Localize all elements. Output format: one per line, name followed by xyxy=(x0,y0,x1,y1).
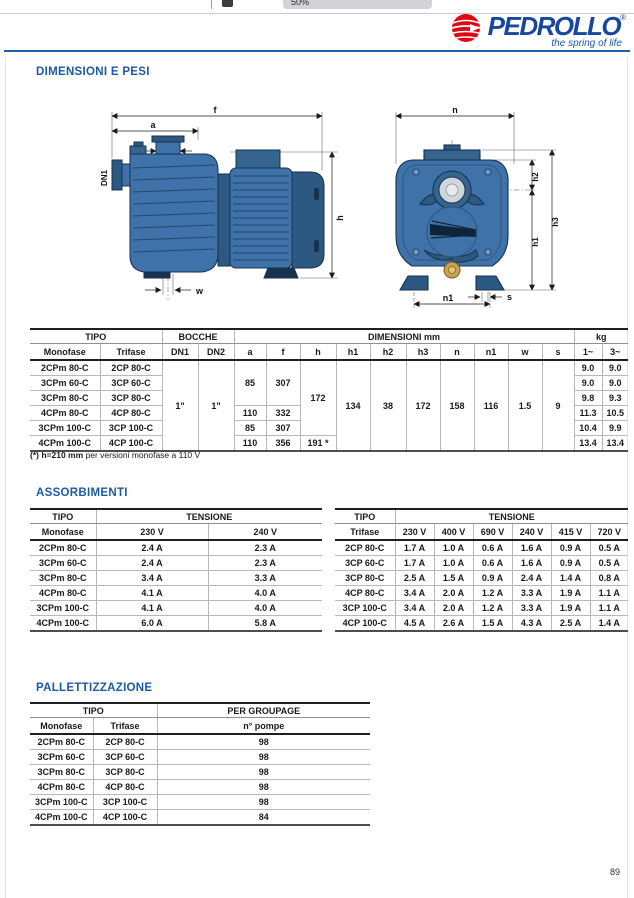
header-rule xyxy=(4,50,630,52)
cell: 1.7 A xyxy=(395,540,434,556)
cell: 2.4 A xyxy=(512,571,551,586)
cell: 10.5 xyxy=(602,406,628,421)
cell: 3.4 A xyxy=(96,571,208,586)
cell: 13.4 xyxy=(602,436,628,452)
table-row xyxy=(30,540,322,556)
cell: 4CPm 80-C xyxy=(30,780,93,795)
cell: 9.0 xyxy=(574,360,602,376)
zoom-level-box[interactable]: 50% xyxy=(283,0,432,9)
cell: 1.1 A xyxy=(590,586,628,601)
cell: Trifase xyxy=(335,524,395,541)
cell: 3CPm 80-C xyxy=(30,571,96,586)
dim-label-s: s xyxy=(507,292,513,302)
cell: TENSIONE xyxy=(96,509,322,524)
pedrollo-logo xyxy=(446,13,626,49)
cell: 9.3 xyxy=(602,391,628,406)
cell: DN2 xyxy=(198,344,234,361)
table-row xyxy=(335,601,628,616)
cell: 1.5 A xyxy=(473,616,512,632)
table-row xyxy=(30,360,628,376)
cell: 191 * xyxy=(300,436,336,452)
cell: 240 V xyxy=(208,524,322,541)
cell: 332 xyxy=(266,406,300,421)
cell: 98 xyxy=(157,765,370,780)
dim-label-n: n xyxy=(452,105,458,115)
cell: 98 xyxy=(157,750,370,765)
cell: f xyxy=(266,344,300,361)
cell: 4CP 100-C xyxy=(100,436,162,452)
cell: 9.0 xyxy=(602,376,628,391)
cell: 98 xyxy=(157,780,370,795)
cell: 172 xyxy=(300,360,336,436)
page-number: 89 xyxy=(609,867,620,877)
cell: n° pompe xyxy=(157,718,370,735)
cell: Monofase xyxy=(30,524,96,541)
cell: 3CP 100-C xyxy=(93,795,157,810)
cell: 11.3 xyxy=(574,406,602,421)
table-row xyxy=(30,734,370,750)
cell: DIMENSIONI mm xyxy=(234,329,574,344)
cell: 4CP 80-C xyxy=(335,586,395,601)
cell: 400 V xyxy=(434,524,473,541)
table-row xyxy=(30,765,370,780)
registered-mark: ® xyxy=(620,13,626,22)
cell: 690 V xyxy=(473,524,512,541)
cell: 4CPm 100-C xyxy=(30,616,96,632)
cell: 3~ xyxy=(602,344,628,361)
cell: TIPO xyxy=(30,329,162,344)
cell: 0.9 A xyxy=(551,540,590,556)
table-row xyxy=(30,344,628,361)
section-title-dimensioni: DIMENSIONI E PESI xyxy=(36,66,150,78)
cell: 2.3 A xyxy=(208,540,322,556)
cell: 110 xyxy=(234,406,266,421)
cell: h1 xyxy=(336,344,370,361)
brand-name: PEDROLLO xyxy=(487,11,621,41)
cell: 4CPm 100-C xyxy=(30,810,93,826)
cell: 3CP 80-C xyxy=(93,765,157,780)
cell: a xyxy=(234,344,266,361)
cell: 9.0 xyxy=(602,360,628,376)
cell: PER GROUPAGE xyxy=(157,703,370,718)
cell: 1.5 xyxy=(508,360,542,451)
table-row xyxy=(30,329,628,344)
cell: TIPO xyxy=(30,703,157,718)
cell: 158 xyxy=(440,360,474,451)
cell: 3.4 A xyxy=(395,586,434,601)
table-row xyxy=(30,718,370,735)
dim-label-n1: n1 xyxy=(442,293,454,303)
cell: 3CPm 60-C xyxy=(30,556,96,571)
cell: 3.3 A xyxy=(208,571,322,586)
cell: 3CPm 100-C xyxy=(30,421,100,436)
table-row xyxy=(30,571,322,586)
table-row xyxy=(30,750,370,765)
cell: 230 V xyxy=(96,524,208,541)
cell: 38 xyxy=(370,360,406,451)
toolbar-icon[interactable] xyxy=(222,0,233,7)
cell: 3CP 60-C xyxy=(335,556,395,571)
cell: Monofase xyxy=(30,344,100,361)
table-row xyxy=(335,571,628,586)
table-row xyxy=(335,509,628,524)
cell: 3CP 80-C xyxy=(335,571,395,586)
palletization-table xyxy=(30,702,370,826)
cell: 4CPm 80-C xyxy=(30,406,100,421)
cell: 2.5 A xyxy=(395,571,434,586)
cell: Trifase xyxy=(93,718,157,735)
cell: 116 xyxy=(474,360,508,451)
section-title-assorbimenti: ASSORBIMENTI xyxy=(36,487,128,499)
cell: 110 xyxy=(234,436,266,452)
cell: 3CP 60-C xyxy=(100,376,162,391)
cell: 1.0 A xyxy=(434,540,473,556)
cell: 415 V xyxy=(551,524,590,541)
cell: 4.5 A xyxy=(395,616,434,632)
dim-label-f: f xyxy=(213,105,217,115)
cell: 2CP 80-C xyxy=(335,540,395,556)
cell: 720 V xyxy=(590,524,628,541)
cell: 2.5 A xyxy=(551,616,590,632)
cell: 85 xyxy=(234,421,266,436)
cell: 4CPm 100-C xyxy=(30,436,100,452)
table-row xyxy=(30,795,370,810)
cell: 4.1 A xyxy=(96,586,208,601)
table-row xyxy=(30,556,322,571)
cell: 1.0 A xyxy=(434,556,473,571)
cell: 3CPm 100-C xyxy=(30,795,93,810)
cell: 2CPm 80-C xyxy=(30,540,96,556)
cell: 3CPm 60-C xyxy=(30,750,93,765)
brand-tagline: the spring of life xyxy=(551,38,622,49)
cell: 0.6 A xyxy=(473,556,512,571)
cell: 2CP 80-C xyxy=(93,734,157,750)
cell: 2CPm 80-C xyxy=(30,734,93,750)
cell: 3CP 60-C xyxy=(93,750,157,765)
cell: 1.6 A xyxy=(512,556,551,571)
cell: 5.8 A xyxy=(208,616,322,632)
dim-label-a: a xyxy=(150,120,156,130)
cell: 3.3 A xyxy=(512,586,551,601)
table-row xyxy=(30,524,322,541)
cell: 1.9 A xyxy=(551,586,590,601)
dim-label-h2: h2 xyxy=(531,172,540,182)
table-row xyxy=(30,509,322,524)
cell: 9.0 xyxy=(574,376,602,391)
cell: 2.0 A xyxy=(434,586,473,601)
cell: 4CP 80-C xyxy=(100,406,162,421)
cell: 3CP 100-C xyxy=(100,421,162,436)
cell: h xyxy=(300,344,336,361)
cell: 4CP 80-C xyxy=(93,780,157,795)
table-row xyxy=(30,780,370,795)
table-row xyxy=(30,586,322,601)
cell: 3CPm 80-C xyxy=(30,391,100,406)
cell: Monofase xyxy=(30,718,93,735)
cell: 98 xyxy=(157,795,370,810)
cell: 3CPm 60-C xyxy=(30,376,100,391)
dim-label-h1: h1 xyxy=(531,237,540,247)
cell: 356 xyxy=(266,436,300,452)
cell: h2 xyxy=(370,344,406,361)
cell: w xyxy=(508,344,542,361)
cell: 1.2 A xyxy=(473,586,512,601)
cell: kg xyxy=(574,329,628,344)
cell: 1.6 A xyxy=(512,540,551,556)
cell: 1.7 A xyxy=(395,556,434,571)
table-row xyxy=(335,524,628,541)
cell: 1.4 A xyxy=(551,571,590,586)
cell: 3CP 80-C xyxy=(100,391,162,406)
table-row xyxy=(335,540,628,556)
cell: 98 xyxy=(157,734,370,750)
table-row xyxy=(30,810,370,826)
cell: 1" xyxy=(198,360,234,451)
page-edge-right xyxy=(627,57,628,898)
cell: 0.8 A xyxy=(590,571,628,586)
page-edge-left xyxy=(5,57,6,898)
cell: 1.2 A xyxy=(473,601,512,616)
cell: h3 xyxy=(406,344,440,361)
cell: 1.5 A xyxy=(434,571,473,586)
cell: 2.4 A xyxy=(96,540,208,556)
cell: 2.6 A xyxy=(434,616,473,632)
absorption-table-monofase xyxy=(30,508,322,632)
cell: 0.9 A xyxy=(551,556,590,571)
dim-label-h3: h3 xyxy=(551,217,560,227)
cell: n1 xyxy=(474,344,508,361)
dimensions-table xyxy=(30,328,628,452)
table-row xyxy=(30,601,322,616)
table-row xyxy=(335,616,628,632)
table-row xyxy=(335,586,628,601)
cell: 4.0 A xyxy=(208,586,322,601)
cell: 84 xyxy=(157,810,370,826)
cell: 230 V xyxy=(395,524,434,541)
cell: s xyxy=(542,344,574,361)
cell: 2.0 A xyxy=(434,601,473,616)
cell: 3.3 A xyxy=(512,601,551,616)
pump-side-view-drawing xyxy=(100,104,360,321)
dim-label-w: w xyxy=(196,286,204,296)
pedrollo-globe-icon xyxy=(450,13,484,50)
section-title-pallettizzazione: PALLETTIZZAZIONE xyxy=(36,682,153,694)
cell: 4.0 A xyxy=(208,601,322,616)
table-row xyxy=(30,703,370,718)
table-row xyxy=(30,616,322,632)
cell: 172 xyxy=(406,360,440,451)
toolbar-divider xyxy=(211,0,212,9)
table-row xyxy=(335,556,628,571)
dim-label-h: h xyxy=(335,215,345,221)
cell: TIPO xyxy=(335,509,395,524)
absorption-table-trifase xyxy=(335,508,628,632)
cell: 4CP 100-C xyxy=(93,810,157,826)
cell: 1.9 A xyxy=(551,601,590,616)
cell: 307 xyxy=(266,421,300,436)
cell: 3CPm 80-C xyxy=(30,765,93,780)
cell: BOCCHE xyxy=(162,329,234,344)
cell: 3CPm 100-C xyxy=(30,601,96,616)
dimensions-footnote: (*) h=210 mm per versioni monofase a 110 V xyxy=(30,450,201,460)
cell: DN1 xyxy=(162,344,198,361)
cell: 1.1 A xyxy=(590,601,628,616)
cell: 1" xyxy=(162,360,198,451)
cell: TENSIONE xyxy=(395,509,628,524)
cell: 2CP 80-C xyxy=(100,360,162,376)
cell: 0.9 A xyxy=(473,571,512,586)
cell: n xyxy=(440,344,474,361)
cell: 240 V xyxy=(512,524,551,541)
pump-front-view-drawing xyxy=(386,104,576,323)
cell: 3.4 A xyxy=(395,601,434,616)
cell: 13.4 xyxy=(574,436,602,452)
cell: 85 xyxy=(234,360,266,406)
dim-label-dn1: DN1 xyxy=(100,169,109,187)
cell: 4.3 A xyxy=(512,616,551,632)
cell: 2CPm 80-C xyxy=(30,360,100,376)
cell: 0.5 A xyxy=(590,540,628,556)
cell: 134 xyxy=(336,360,370,451)
cell: 1~ xyxy=(574,344,602,361)
cell: 2.3 A xyxy=(208,556,322,571)
cell: 0.6 A xyxy=(473,540,512,556)
cell: Trifase xyxy=(100,344,162,361)
cell: 2.4 A xyxy=(96,556,208,571)
cell: 0.5 A xyxy=(590,556,628,571)
cell: TIPO xyxy=(30,509,96,524)
cell: 1.4 A xyxy=(590,616,628,632)
cell: 6.0 A xyxy=(96,616,208,632)
cell: 9.8 xyxy=(574,391,602,406)
cell: 4CPm 80-C xyxy=(30,586,96,601)
cell: 3CP 100-C xyxy=(335,601,395,616)
cell: 4CP 100-C xyxy=(335,616,395,632)
cell: 10.4 xyxy=(574,421,602,436)
cell: 9.9 xyxy=(602,421,628,436)
cell: 4.1 A xyxy=(96,601,208,616)
cell: 307 xyxy=(266,360,300,406)
cell: 9 xyxy=(542,360,574,451)
